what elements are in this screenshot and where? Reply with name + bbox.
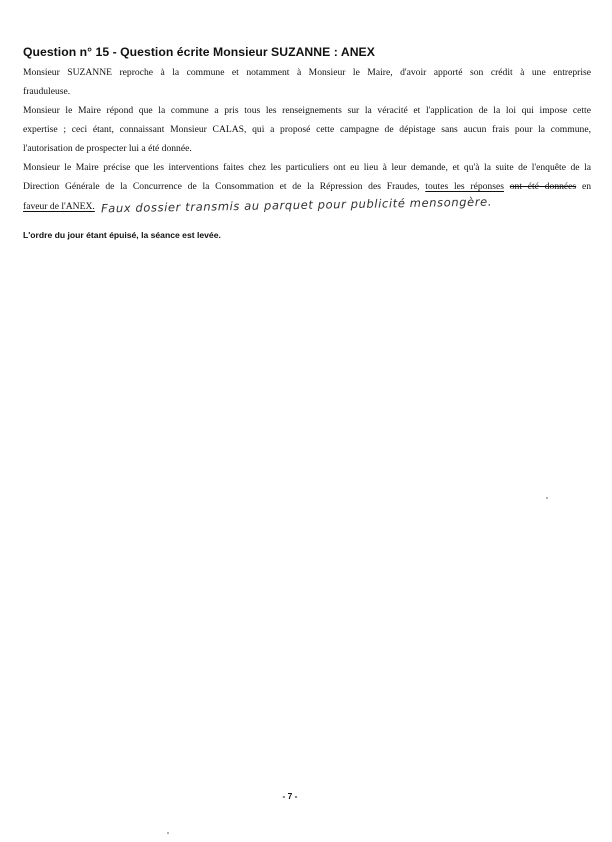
paragraph-3-line-3 — [23, 196, 591, 216]
paragraph-3-line-2-text: Direction Générale de la Concurrence de la Consommation et de la Répression des Fraudes, — [23, 181, 426, 193]
paragraph-1 — [23, 63, 591, 101]
struck-phrase: ont été données — [509, 181, 577, 193]
paragraph-2-line-3: l'autorisation de prospecter lui a été donnée. — [23, 143, 192, 155]
closing-statement: L'ordre du jour étant épuisé, la séance est levée. — [23, 230, 221, 240]
paragraph-3 — [23, 158, 591, 217]
paragraph-3-line-1: Monsieur le Maire précise que les interventions faites chez les particuliers ont eu lieu à leur demande, et qu'à la suite de l'enquête de la — [23, 162, 591, 173]
paragraph-1-line-2: frauduleuse. — [23, 86, 71, 98]
question-title: Question n° 15 - Question écrite Monsieur SUZANNE : ANEX — [23, 45, 375, 59]
paragraph-2 — [23, 101, 591, 159]
underlined-anex: faveur de l'ANEX. — [23, 201, 95, 213]
paragraph-1-line-1: Monsieur SUZANNE reproche à la commune et notamment à Monsieur le Maire, d'avoir apporté son crédit à une entreprise — [23, 67, 591, 78]
paragraph-3-line-2 — [23, 177, 591, 196]
paragraph-2-line-1: Monsieur le Maire répond que la commune a pris tous les renseignements sur la véracité et l'application de la loi qui impose cette — [23, 105, 591, 116]
underlined-phrase: toutes les réponses — [425, 181, 504, 193]
scan-speck — [546, 497, 548, 499]
paragraph-2-line-2: expertise ; ceci étant, connaissant Monsieur CALAS, qui a proposé cette campagne de dépistage sans aucun frais pour la commune, — [23, 124, 591, 136]
paragraph-3-line-2-end: en — [576, 181, 591, 193]
handwritten-annotation: Faux dossier transmis au parquet pour publicité mensongère. — [100, 194, 492, 216]
page-number: - 7 - — [282, 791, 298, 801]
scan-speck — [167, 832, 169, 834]
